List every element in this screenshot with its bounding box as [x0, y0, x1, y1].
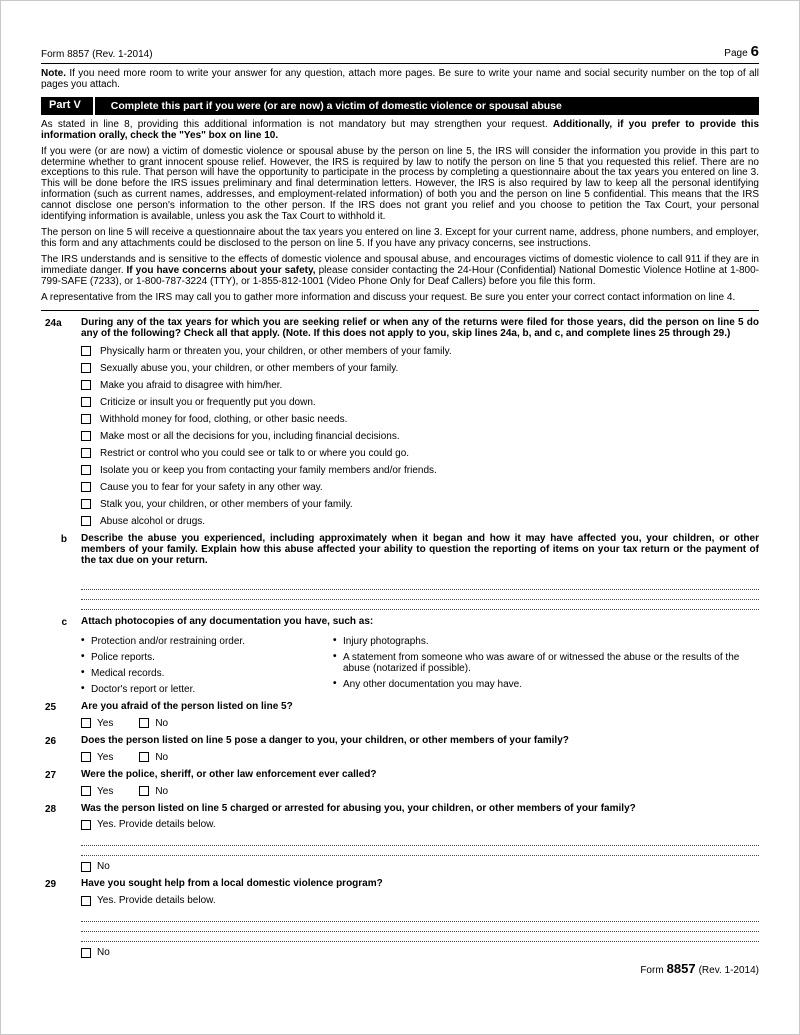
no-label: No	[155, 717, 169, 729]
answer-line-24b-1[interactable]	[81, 580, 759, 590]
abuse-option-row	[81, 465, 759, 476]
line-25-yesno	[81, 718, 759, 729]
abuse-option-row	[81, 397, 759, 408]
line-29	[41, 879, 759, 958]
checkbox-25-no[interactable]	[139, 718, 149, 728]
option-label-6: Make most or all the decisions for you, including financial decisions.	[100, 431, 400, 443]
checkbox-24a-6[interactable]	[81, 431, 91, 441]
page-footer	[41, 961, 759, 976]
checkbox-24a-7[interactable]	[81, 448, 91, 458]
option-label-2: Sexually abuse you, your children, or other members of your family.	[100, 363, 399, 375]
line-28-number: 28	[45, 803, 57, 815]
line-28-question: Was the person listed on line 5 charged or arrested for abusing you, your children, or other members of your family?	[81, 802, 636, 814]
bullet-item: • Injury photographs.	[333, 636, 759, 647]
abuse-option-row	[81, 448, 759, 459]
bullet-item: • A statement from someone who was aware of or witnessed the abuse or the results of the abuse (notarized if possible).	[333, 652, 759, 674]
note-paragraph	[41, 69, 759, 91]
checkbox-26-no[interactable]	[139, 752, 149, 762]
answer-line-29-1[interactable]	[81, 912, 759, 922]
checkbox-27-no[interactable]	[139, 786, 149, 796]
option-label-5: Withhold money for food, clothing, or other basic needs.	[100, 414, 348, 426]
option-label-10: Stalk you, your children, or other members of your family.	[100, 499, 353, 511]
option-label-4: Criticize or insult you or frequently put you down.	[100, 397, 316, 409]
abuse-option-row	[81, 346, 759, 357]
abuse-option-row	[81, 431, 759, 442]
line-24b	[41, 534, 759, 610]
line-26	[41, 736, 759, 763]
line-29-answer-area	[81, 912, 759, 942]
section-divider	[41, 310, 759, 311]
option-label-9: Cause you to fear for your safety in any other way.	[100, 482, 323, 494]
abuse-option-row	[81, 380, 759, 391]
intro-paragraph-1	[41, 120, 759, 142]
checkbox-24a-1[interactable]	[81, 346, 91, 356]
option-label-8: Isolate you or keep you from contacting your family members and/or friends.	[100, 465, 437, 477]
page-number: 6	[750, 43, 759, 60]
form-id: Form 8857 (Rev. 1-2014)	[41, 49, 153, 60]
intro-paragraph-2: If you were (or are now) a victim of domestic violence or spousal abuse by the person on line 5, the IRS will consider the information you provide in this part to determine whether to grant innocent spouse relief. However, the IRS is required by law to notify the person on line 5 that you requested this relief. There are no exceptions to this rule. That person will have the opportunity to participate in the process by completing a questionnaire about the tax years you entered on line 3. This will be done before the IRS issues preliminary and final determination letters. However, the IRS is also required by law to keep all the personal identifying information (such as current names, addresses, and employment-related information) of both you and the person on line 5 confidential. This means that the IRS cannot disclose one person's information to the other person. If the IRS does not grant you relief and you choose to petition the Tax Court, your personal identifying information is available, unless you ask the Tax Court to withhold it.	[41, 145, 759, 223]
line-27	[41, 770, 759, 797]
line-28-answer-area	[81, 836, 759, 856]
abuse-option-row	[81, 499, 759, 510]
documentation-bullets	[81, 631, 759, 695]
intro-paragraph-4	[41, 255, 759, 288]
option-label-1: Physically harm or threaten you, your children, or other members of your family.	[100, 346, 452, 358]
bullet-item: • Police reports.	[81, 652, 333, 663]
line-24b-number: b	[60, 534, 67, 546]
line-28	[41, 804, 759, 873]
note-text: If you need more room to write your answer for any question, attach more pages. Be sure to write your name and social security number on the top of all pages you attach.	[41, 68, 760, 90]
checkbox-24a-4[interactable]	[81, 397, 91, 407]
answer-line-24b-3[interactable]	[81, 600, 759, 610]
answer-line-24b-2[interactable]	[81, 590, 759, 600]
no-label: No	[97, 947, 110, 959]
line-24c-heading: Attach photocopies of any documentation you have, such as:	[81, 615, 374, 627]
bullet-item: • Medical records.	[81, 668, 333, 679]
line-29-number: 29	[45, 879, 57, 891]
intro-paragraph-5: A representative from the IRS may call you to gather more information and discuss your request. Be sure you enter your correct contact information on line 4.	[41, 291, 736, 303]
intro-p4-bold: If you have concerns about your safety,	[126, 264, 316, 276]
line-27-question: Were the police, sheriff, or other law enforcement ever called?	[81, 768, 377, 780]
line-26-number: 26	[45, 735, 57, 747]
abuse-option-row	[81, 482, 759, 493]
abuse-option-row	[81, 363, 759, 374]
checkbox-26-yes[interactable]	[81, 752, 91, 762]
line-25-number: 25	[45, 701, 57, 713]
part-v-header	[41, 97, 759, 115]
checkbox-24a-2[interactable]	[81, 363, 91, 373]
intro-p1-bold: Additionally, if you prefer to provide this information orally, check the "Yes" box on line 10.	[41, 118, 760, 141]
checkbox-29-no[interactable]	[81, 948, 91, 958]
line-29-no	[81, 947, 759, 958]
answer-line-29-2[interactable]	[81, 922, 759, 932]
footer-form-number: 8857	[666, 961, 696, 977]
checkbox-24a-10[interactable]	[81, 499, 91, 509]
footer-form-label: Form	[640, 965, 664, 977]
line-27-number: 27	[45, 769, 57, 781]
line-24c	[41, 617, 759, 695]
line-25	[41, 702, 759, 729]
answer-line-29-3[interactable]	[81, 932, 759, 942]
checkbox-27-yes[interactable]	[81, 786, 91, 796]
page-header	[41, 43, 759, 64]
intro-p4-normal2: please consider contacting the 24-Hour (Confidential) National Domestic Violence Hotline at 1-800-799-SAFE (7233), or 1-800-787-3224 (TTY), or 1-855-812-1001 (Video Phone Only for Deaf Callers) before you file this form.	[41, 264, 759, 287]
part-v-title: Complete this part if you were (or are now) a victim of domestic violence or spousal abuse	[110, 99, 562, 112]
checkbox-24a-11[interactable]	[81, 516, 91, 526]
option-label-7: Restrict or control who you could see or talk to or where you could go.	[100, 448, 410, 460]
line-28-no	[81, 861, 759, 872]
line-29-yes-details	[81, 895, 759, 906]
checkbox-24a-9[interactable]	[81, 482, 91, 492]
checkbox-28-yes-details[interactable]	[81, 820, 91, 830]
option-label-11: Abuse alcohol or drugs.	[100, 516, 206, 528]
no-label: No	[155, 785, 169, 797]
no-label: No	[97, 861, 110, 873]
footer-rev: (Rev. 1-2014)	[698, 965, 759, 977]
intro-p1-normal: As stated in line 8, providing this additional information is not mandatory but may strengthen your request.	[41, 118, 548, 130]
bullet-item: • Protection and/or restraining order.	[81, 636, 333, 647]
yes-details-label: Yes. Provide details below.	[97, 819, 216, 831]
abuse-option-row	[81, 414, 759, 425]
yes-details-label: Yes. Provide details below.	[97, 895, 216, 907]
line-24b-instruction: Describe the abuse you experienced, including approximately when it began and how it may have affected you, your children, or other members of your family. Explain how this abuse affected your ability to question the reporting of items on your tax return or the payment of the tax due on your return.	[81, 533, 759, 567]
no-label: No	[155, 751, 169, 763]
line-24a-question: During any of the tax years for which you are seeking relief or when any of the returns were filed for those years, did the person on line 5 do any of the following? Check all that apply. (Note. If this does not apply to you, skip lines 24a, b, and c, and complete lines 25 through 29.)	[81, 317, 759, 340]
checkbox-25-yes[interactable]	[81, 718, 91, 728]
part-v-label: Part V	[41, 97, 95, 115]
line-28-yes-details	[81, 819, 759, 830]
answer-line-28-1[interactable]	[81, 836, 759, 846]
checkbox-24a-5[interactable]	[81, 414, 91, 424]
line-29-question: Have you sought help from a local domestic violence program?	[81, 878, 383, 890]
checkbox-24a-8[interactable]	[81, 465, 91, 475]
note-label: Note.	[41, 68, 66, 79]
page-indicator	[724, 43, 759, 60]
yes-label: Yes	[97, 785, 114, 797]
yes-label: Yes	[97, 751, 114, 763]
line-24a-number: 24a	[45, 318, 62, 330]
line-27-yesno	[81, 786, 759, 797]
answer-line-28-2[interactable]	[81, 846, 759, 856]
line-25-question: Are you afraid of the person listed on line 5?	[81, 700, 293, 712]
intro-p4-normal1: The IRS understands and is sensitive to the effects of domestic violence and spousal abuse, and encourages victims of domestic violence to call 911 if they are in immediate danger.	[41, 253, 759, 276]
checkbox-24a-3[interactable]	[81, 380, 91, 390]
line-26-yesno	[81, 752, 759, 763]
page-label: Page	[724, 48, 748, 59]
abuse-option-row	[81, 516, 759, 527]
line-24a	[41, 318, 759, 527]
bullet-item: • Doctor's report or letter.	[81, 684, 333, 695]
intro-paragraph-3: The person on line 5 will receive a questionnaire about the tax years you entered on line 3. Except for your current name, address, phone numbers, and employer, this form and any attachments could be disclosed to the person on line 5. If you have any privacy concerns, see instructions.	[41, 226, 759, 249]
line-24c-number: c	[61, 616, 67, 628]
line-26-question: Does the person listed on line 5 pose a danger to you, your children, or other members of your family?	[81, 734, 569, 746]
checkbox-28-no[interactable]	[81, 862, 91, 872]
checkbox-29-yes-details[interactable]	[81, 896, 91, 906]
yes-label: Yes	[97, 717, 114, 729]
option-label-3: Make you afraid to disagree with him/her.	[100, 380, 283, 392]
line-24b-answer-area	[81, 580, 759, 610]
bullet-item: • Any other documentation you may have.	[333, 679, 759, 690]
